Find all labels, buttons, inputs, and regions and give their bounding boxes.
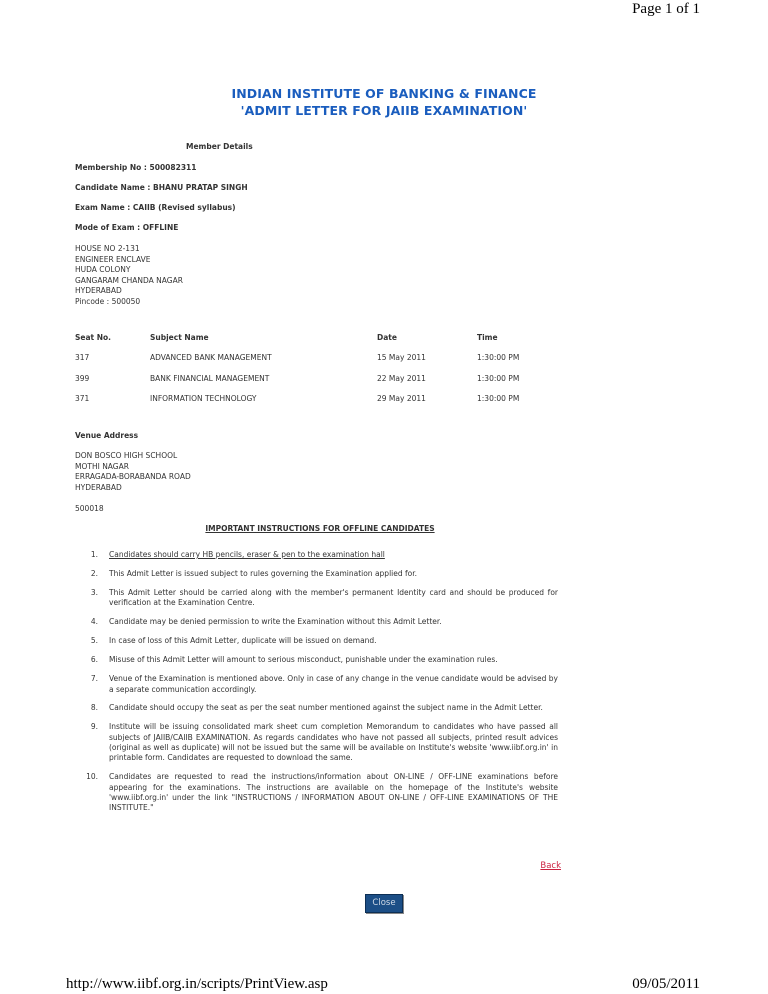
exam-time: 1:30:00 PM <box>477 353 520 363</box>
address-line: HOUSE NO 2-131 <box>75 244 140 253</box>
candidate-name: Candidate Name : BHANU PRATAP SINGH <box>75 183 248 192</box>
seat-number: 371 <box>75 393 90 403</box>
instruction-text: Venue of the Examination is mentioned above. Only in case of any change in the venue candidate would be advised by a separate communication accordingly. <box>109 674 558 694</box>
address-line: ENGINEER ENCLAVE <box>75 254 151 264</box>
list-item: 3. This Admit Letter should be carried along with the member's permanent Identity card and should be produced for verification at the Examination Centre. <box>90 587 558 608</box>
list-item: 6. Misuse of this Admit Letter will amount to serious misconduct, punishable under the examination rules. <box>90 655 498 665</box>
page-number: Page 1 of 1 <box>632 1 700 17</box>
instruction-text: Misuse of this Admit Letter will amount to serious misconduct, punishable under the examination rules. <box>109 655 498 665</box>
exam-time: 1:30:00 PM <box>477 393 520 403</box>
exam-schedule-table <box>75 333 567 414</box>
list-item: 10. Candidates are requested to read the instructions/information about ON-LINE / OFF-LINE examinations before appearing for the examinations. The instructions are available on the homepage of the Institute's website 'www.iibf.org.in' under the link "INSTRUCTIONS / INFORMATION ABOUT ON-LINE / OFF-LINE EXAMINATIONS OF THE INSTITUTE." <box>86 772 558 813</box>
column-header: Seat No. <box>75 333 112 342</box>
subject-name: INFORMATION TECHNOLOGY <box>150 393 257 403</box>
column-header: Subject Name <box>150 333 209 342</box>
member-details-heading: Member Details <box>186 142 253 151</box>
table-row <box>75 394 567 414</box>
table-row <box>75 353 567 373</box>
footer-url: http://www.iibf.org.in/scripts/PrintView.asp <box>66 976 328 992</box>
exam-date: 22 May 2011 <box>377 373 426 383</box>
list-item: 2. This Admit Letter is issued subject to rules governing the Examination applied for. <box>90 568 417 578</box>
subject-name: BANK FINANCIAL MANAGEMENT <box>150 373 270 383</box>
admit-letter-title: 'ADMIT LETTER FOR JAIIB EXAMINATION' <box>240 103 528 118</box>
subject-name: ADVANCED BANK MANAGEMENT <box>150 353 272 363</box>
exam-date: 15 May 2011 <box>377 353 426 363</box>
instructions-list <box>80 550 558 822</box>
exam-mode: Mode of Exam : OFFLINE <box>75 223 179 232</box>
address-line: GANGARAM CHANDA NAGAR <box>75 275 183 285</box>
membership-number: Membership No : 500082311 <box>75 163 197 172</box>
instruction-text: Institute will be issuing consolidated mark sheet cum completion Memorandum to candidates who have passed all subjects of JAIIB/CAIIB EXAMINATION. As regards candidates who have not passed all subjects, printed result advices (original as well as duplicate) will not be issued but the same will be available on Institute's website 'www.iibf.org.in' in printable form. Candidates are requested to download the same. <box>109 722 558 763</box>
institute-title: INDIAN INSTITUTE OF BANKING & FINANCE <box>231 86 537 101</box>
address-line: HUDA COLONY <box>75 265 131 275</box>
exam-name: Exam Name : CAIIB (Revised syllabus) <box>75 203 236 212</box>
list-item: 9. Institute will be issuing consolidated mark sheet cum completion Memorandum to candidates who have passed all subjects of JAIIB/CAIIB EXAMINATION. As regards candidates who have not passed all subjects, printed result advices (original as well as duplicate) will not be issued but the same will be available on Institute's website 'www.iibf.org.in' in printable form. Candidates are requested to download the same. <box>90 722 558 763</box>
instruction-text: Candidates are requested to read the instructions/information about ON-LINE / OFF-LINE examinations before appearing for the examinations. The instructions are available on the homepage of the Institute's website 'www.iibf.org.in' under the link "INSTRUCTIONS / INFORMATION ABOUT ON-LINE / OFF-LINE EXAMINATIONS OF THE INSTITUTE." <box>109 772 558 813</box>
venue-line: MOTHI NAGAR <box>75 461 129 471</box>
instruction-text: In case of loss of this Admit Letter, duplicate will be issued on demand. <box>109 636 377 646</box>
list-item: 8. Candidate should occupy the seat as per the seat number mentioned against the subject name in the Admit Letter. <box>90 703 543 713</box>
exam-date: 29 May 2011 <box>377 393 426 403</box>
address-line: HYDERABAD <box>75 286 122 296</box>
address-pincode: Pincode : 500050 <box>75 296 141 306</box>
venue-line: DON BOSCO HIGH SCHOOL <box>75 451 178 460</box>
instruction-text: Candidates should carry HB pencils, eraser & pen to the examination hall <box>109 550 385 559</box>
candidate-address <box>75 244 183 308</box>
instruction-text: This Admit Letter is issued subject to rules governing the Examination applied for. <box>109 568 417 578</box>
column-header: Date <box>377 333 397 342</box>
list-item: 4. Candidate may be denied permission to write the Examination without this Admit Letter. <box>90 617 442 627</box>
footer-date: 09/05/2011 <box>632 976 700 992</box>
close-button[interactable]: Close <box>365 894 403 913</box>
list-item: 7. Venue of the Examination is mentioned above. Only in case of any change in the venue candidate would be advised by a separate communication accordingly. <box>90 674 558 694</box>
instructions-heading: IMPORTANT INSTRUCTIONS FOR OFFLINE CANDIDATES <box>205 524 435 533</box>
venue-pincode: 500018 <box>75 504 104 513</box>
seat-number: 399 <box>75 373 90 383</box>
venue-address <box>75 451 191 493</box>
venue-address-heading: Venue Address <box>75 431 139 440</box>
list-item: 5. In case of loss of this Admit Letter, duplicate will be issued on demand. <box>90 636 377 646</box>
table-row <box>75 374 567 394</box>
table-header-row <box>75 333 567 353</box>
instruction-text: This Admit Letter should be carried along with the member's permanent Identity card and should be produced for verification at the Examination Centre. <box>109 587 558 608</box>
instruction-text: Candidate may be denied permission to write the Examination without this Admit Letter. <box>109 617 442 627</box>
back-link[interactable]: Back <box>540 861 561 871</box>
venue-line: ERRAGADA-BORABANDA ROAD <box>75 472 191 482</box>
instruction-text: Candidate should occupy the seat as per the seat number mentioned against the subject name in the Admit Letter. <box>109 703 543 713</box>
list-item: 1. Candidates should carry HB pencils, eraser & pen to the examination hall <box>90 550 385 559</box>
exam-time: 1:30:00 PM <box>477 373 520 383</box>
seat-number: 317 <box>75 353 90 363</box>
column-header: Time <box>477 333 498 342</box>
venue-line: HYDERABAD <box>75 482 122 492</box>
